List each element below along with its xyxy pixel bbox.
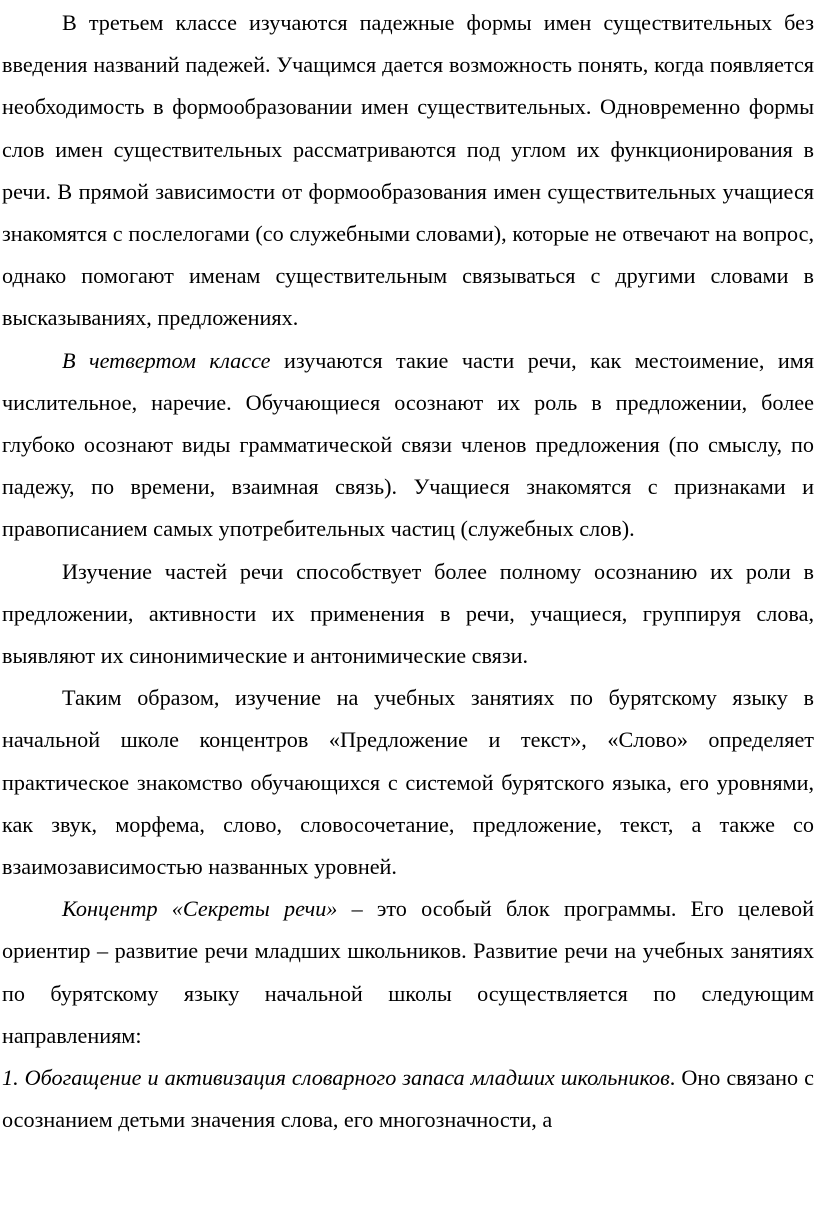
italic-lead: 1. Обогащение и активизация словарного запаса младших школьников: [2, 1065, 670, 1091]
paragraph-fourth-grade: [2, 340, 814, 551]
paragraph-conclusion: [2, 677, 814, 888]
paragraph-third-grade: [2, 2, 814, 340]
paragraph-text: . Оно связано с осознанием детьми значения слова, его многозначности, а: [2, 1065, 815, 1133]
paragraph-text: В третьем классе изучаются падежные формы имен существительных без введения названий падежей. Учащимся дается возможность понять, когда появляется необходимость в формообразовании имен существительных. Одновременно формы слов имен существительных рассматриваются под углом их функционирования в речи. В прямой зависимости от формообразования имен существительных учащиеся знакомятся с послелогами (со служебными словами), которые не отвечают на вопрос, однако помогают именам существительным связываться с другими словами в высказываниях, предложениях.: [2, 10, 814, 331]
paragraph-parts-of-speech: [2, 551, 814, 678]
paragraph-vocabulary-enrichment: [2, 1057, 814, 1141]
paragraph-text: Таким образом, изучение на учебных занятиях по бурятскому языку в начальной школе концентров «Предложение и текст», «Слово» определяет практическое знакомство обучающихся с системой бурятского языка, его уровнями, как звук, морфема, слово, словосочетание, предложение, текст, а также со взаимозависимостью названных уровней.: [2, 685, 814, 880]
italic-lead: В четвертом классе: [62, 347, 271, 373]
paragraph-text: – это особый блок программы. Его целевой ориентир – развитие речи младших школьников. Развитие речи на учебных занятиях по бурятскому языку начальной школы осуществляется по следующим направлениям:: [2, 896, 814, 1048]
paragraph-text: изучаются такие части речи, как местоимение, имя числительное, наречие. Обучающиеся осознают их роль в предложении, более глубоко осознают виды грамматической связи членов предложения (по смыслу, по падежу, по времени, взаимная связь). Учащиеся знакомятся с признаками и правописанием самых употребительных частиц (служебных слов).: [2, 347, 814, 542]
italic-lead: Концентр «Секреты речи»: [62, 896, 338, 922]
paragraph-text: Изучение частей речи способствует более полному осознанию их роли в предложении, активности их применения в речи, учащиеся, группируя слова, выявляют их синонимические и антонимические связи.: [2, 558, 814, 669]
paragraph-speech-secrets: [2, 888, 814, 1057]
